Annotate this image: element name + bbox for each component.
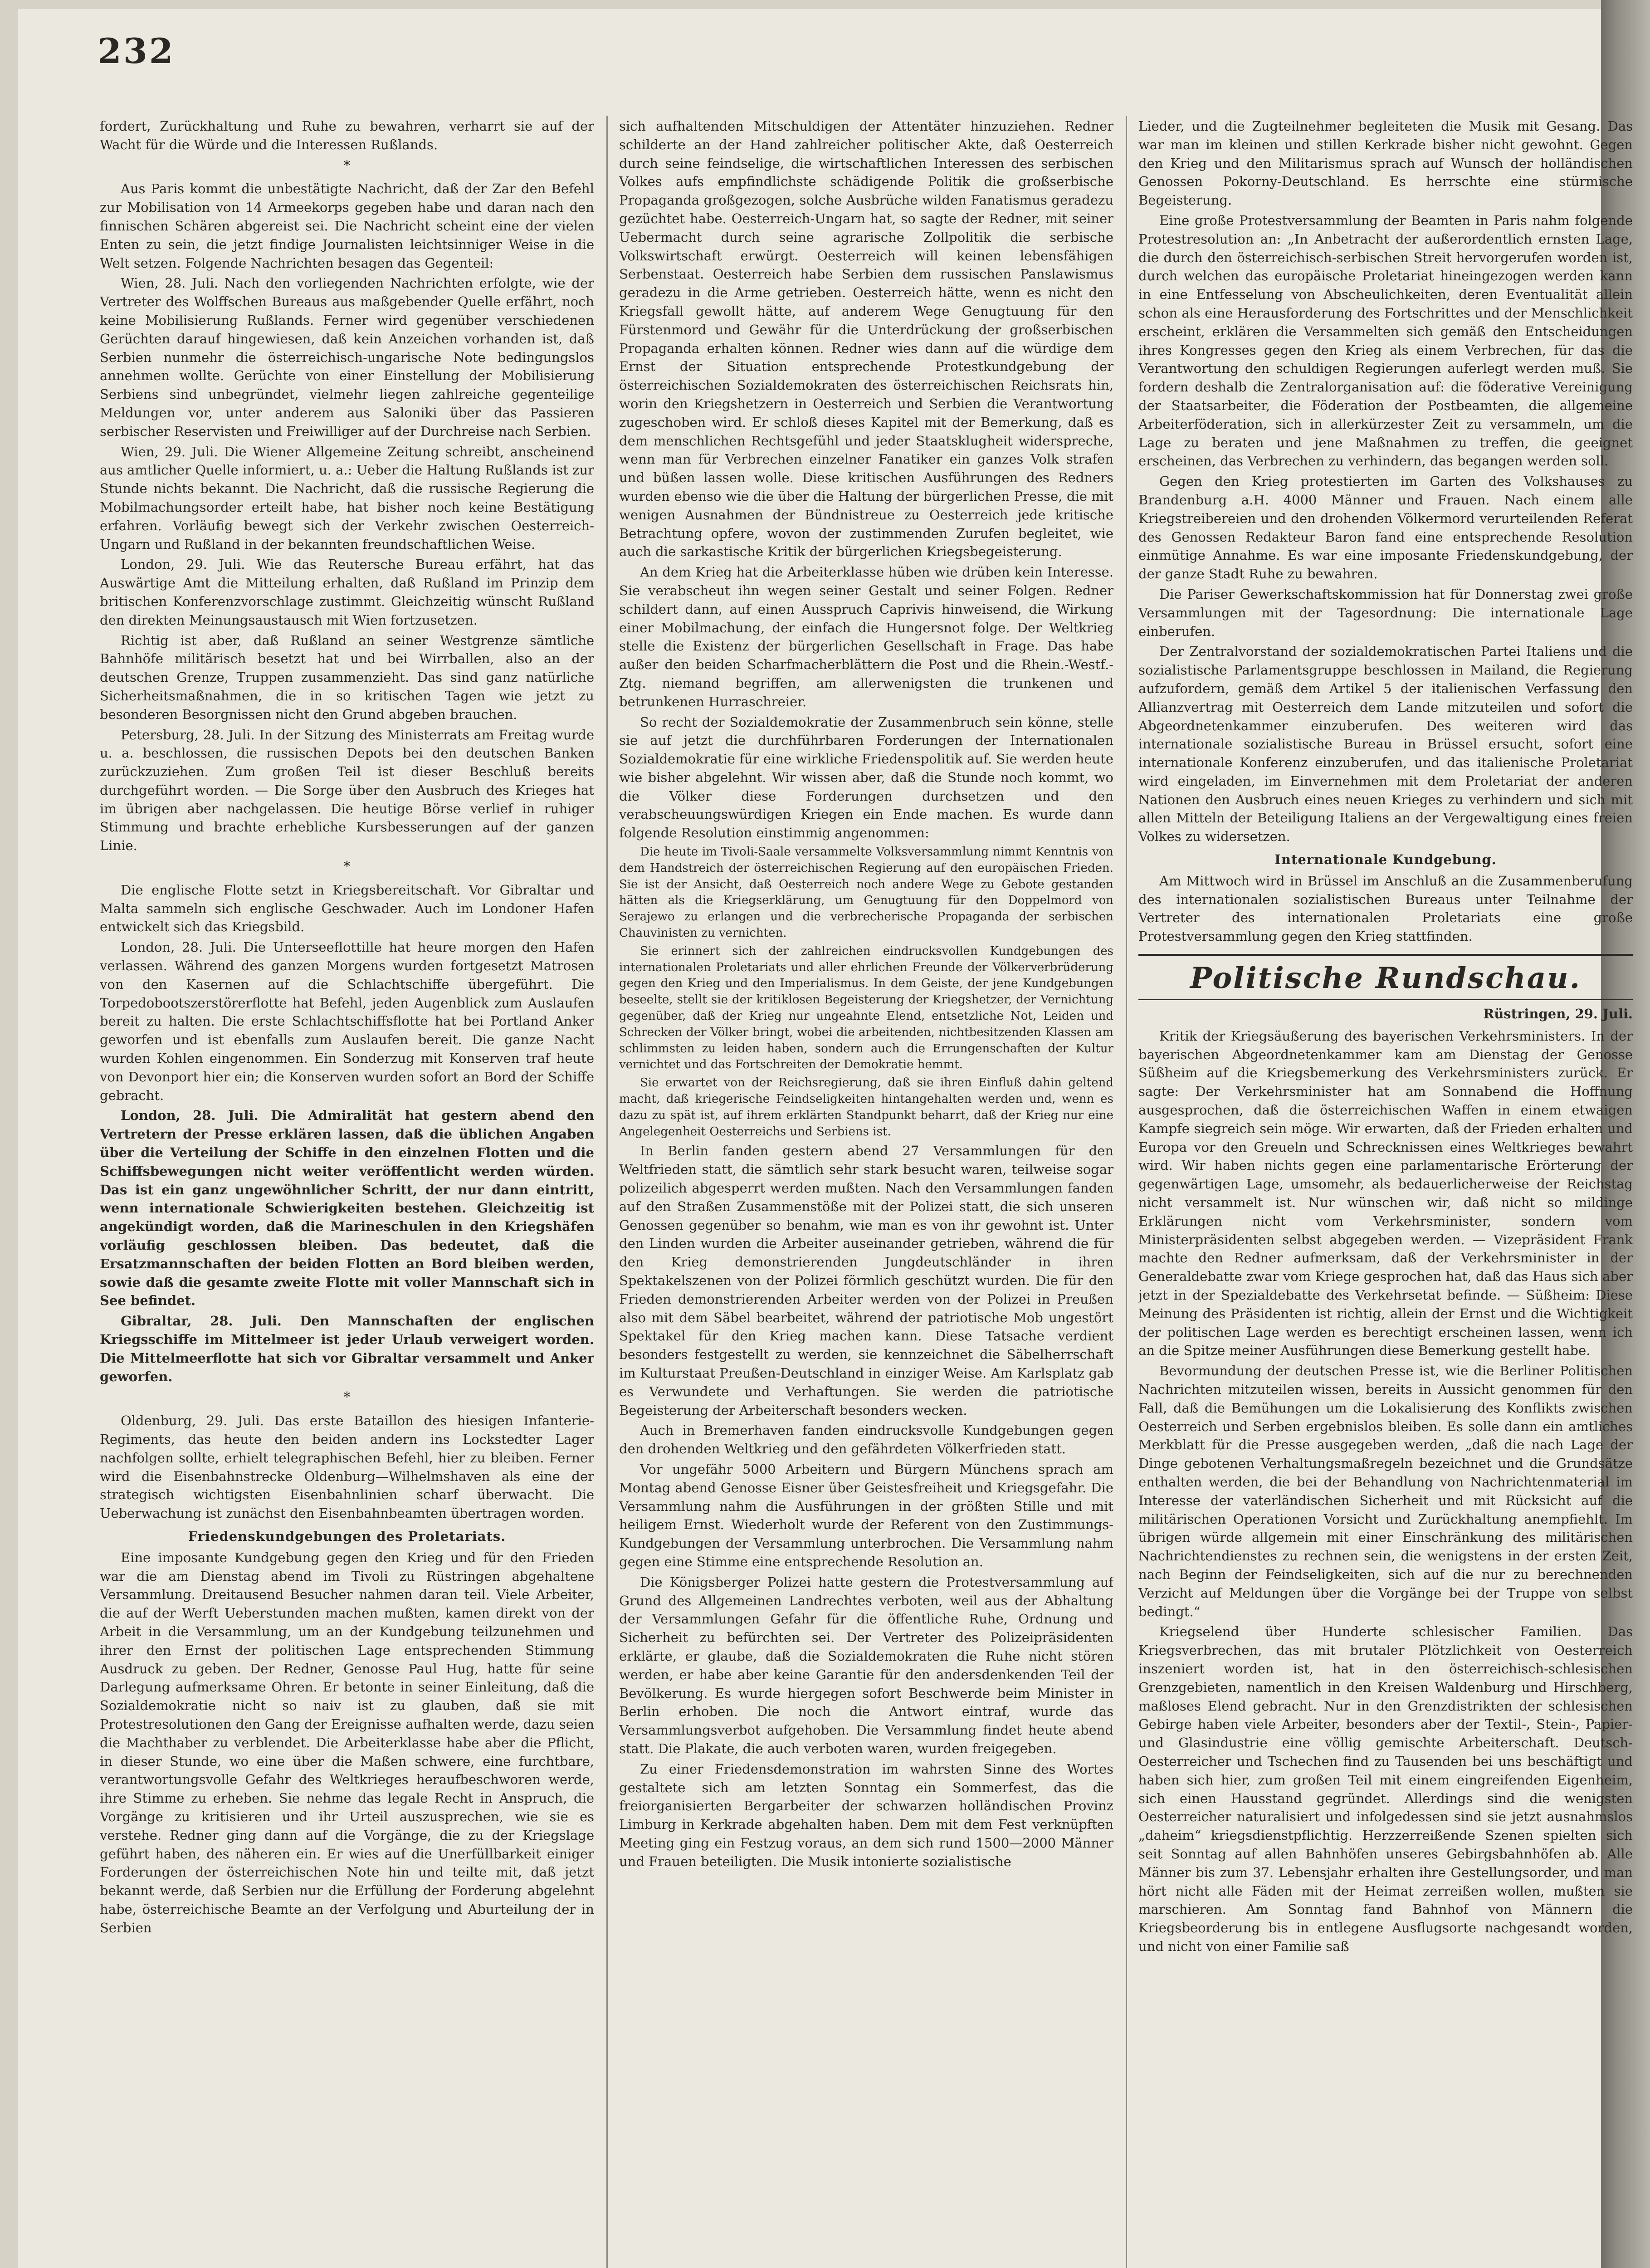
article-paragraph: London, 29. Juli. Wie das Reutersche Bureau erfährt, hat das Auswärtige Amt die Mitteilung erhalten, daß Rußland im Prinzip dem britischen Konferenzvorschlage zustimmt. Gleichzeitig wünscht Rußland den direkten Meinungsaustausch mit Wien fortzusetzen. — [100, 557, 594, 628]
separator-star: * — [343, 157, 351, 174]
column-rule-2 — [1126, 116, 1127, 2268]
article-subheading: Friedenskundgebungen des Proletariats. — [188, 1528, 506, 1544]
article-paragraph: Aus Paris kommt die unbestätigte Nachricht, daß der Zar den Befehl zur Mobilisation von 14 Armeekorps gegeben habe und daran nach den finnischen Schären abgereist sei. Die Nachricht scheint eine der vielen Enten zu sein, die jetzt findige Journalisten leichtsinniger Weise in die Welt setzen. Folgende Nachrichten besagen das Gegenteil: — [100, 181, 594, 271]
article-paragraph: sich aufhaltenden Mitschuldigen der Attentäter hinzuziehen. Redner schilderte an der Hand zahlreicher politischer Akte, daß Oesterreich durch seine feindselige, die wirtschaftlichen Interessen des serbischen Volkes aufs empfindlichste schädigende Politik die großserbische Propaganda großgezogen, solche Ausbrüche wilden Fanatismus geradezu gezüchtet habe. Oesterreich-Ungarn hat, so sagte der Redner, mit seiner Uebermacht durch seine agrarische Zollpolitik die serbische Volkswirtschaft erwürgt. Oesterreich will keinen lebensfähigen Serbenstaat. Oesterreich habe Serbien dem russischen Panslawismus geradezu in die Arme getrieben. Oesterreich hätte, wenn es nicht den Kriegsfall gewollt hätte, auf anderem Wege Genugtuung für den Fürstenmord und Gewähr für die Unterdrückung der großserbischen Propaganda erhalten können. Redner wies dann auf die würdige dem Ernst der Situation entsprechende Protestkundgebung der österreichischen Sozialdemokraten des österreichischen Reichsrats hin, worin den Kriegshetzern in Oesterreich und Serbien die Verantwortung zugeschoben wird. Er schloß dieses Kapitel mit der Bemerkung, daß es dem menschlichen Rechtsgefühl und jeder Staatsklugheit widerspreche, wenn man für Verbrechen einzelner Fanatiker ein ganzes Volk strafen und büßen lassen wolle. Diese kritischen Ausführungen des Redners wurden ebenso wie die über die Haltung der bürgerlichen Presse, die mit wenigen Ausnahmen der Bündnistreue zu Oesterreich jede kritische Betrachtung opfere, wovon der zustimmenden Zurufen begleitet, wie auch die sarkastische Kritik der bürgerlichen Kriegsbegeisterung. — [619, 118, 1113, 560]
article-paragraph: Oldenburg, 29. Juli. Das erste Bataillon des hiesigen Infanterie-Regiments, das heute den beiden andern ins Lockstedter Lager nachfolgen sollte, erhielt telegraphischen Befehl, hier zu bleiben. Ferner wird die Eisenbahnstrecke Oldenburg—Wilhelmshaven als eine der strategisch wichtigsten Eisenbahnlinien scharf überwacht. Die Ueberwachung ist zunächst den Eisenbahnbeamten übertragen worden. — [100, 1413, 594, 1521]
article-paragraph: Eine imposante Kundgebung gegen den Krieg und für den Frieden war die am Dienstag abend im Tivoli zu Rüstringen abgehaltene Versammlung. Dreitausend Besucher nahmen daran teil. Viele Arbeiter, die auf der Werft Ueberstunden machen mußten, kamen direkt von der Arbeit in die Versammlung, um an der Kundgebung teilzunehmen und ihrer den Ernst der politischen Lage entsprechenden Stimmung Ausdruck zu geben. Der Redner, Genosse Paul Hug, hatte für seine Darlegung aufmerksame Ohren. Er betonte in seiner Einleitung, daß die Sozialdemokratie nicht so naiv ist zu glauben, daß sie mit Protestresolutionen den Gang der Ereignisse aufhalten werde, dazu seien die Machthaber zu verblendet. Die Arbeiterklasse habe aber die Pflicht, in dieser Stunde, wo eine über die Maßen schwere, eine furchtbare, verantwortungsvolle Gefahr des Weltkrieges heraufbeschworen werde, ihre Stimme zu erheben. Sie nehme das legale Recht in Anspruch, die Vorgänge zu kritisieren und ihr Urteil auszusprechen, wie sie es verstehe. Redner ging dann auf die Vorgänge, die zu der Kriegslage geführt haben, des näheren ein. Er wies auf die Unerfüllbarkeit einiger Forderungen der österreichischen Note hin und teilte mit, daß jetzt bekannt werde, daß Serbien nur die Erfüllung der Forderung abgelehnt habe, österreichische Beamte an der Verfolgung und Aburteilung der in Serbien — [100, 1549, 594, 1936]
article-paragraph: Die englische Flotte setzt in Kriegsbereitschaft. Vor Gibraltar und Malta sammeln sich englische Geschwader. Auch im Londoner Hafen entwickelt sich das Kriegsbild. — [100, 882, 594, 935]
article-paragraph: Bevormundung der deutschen Presse ist, wie die Berliner Politischen Nachrichten mitzuteilen wissen, bereits in Aussicht genommen für den Fall, daß die Bemühungen um die Lokalisierung des Konflikts zwischen Oesterreich und Serben ergebnislos bleiben. Es solle dann ein amtliches Merkblatt für die Presse ausgegeben werden, „daß die nach Lage der Dinge gebotenen Verhaltungsmaßregeln bezeichnet und die Grundsätze enthalten werden, die bei der Behandlung von Nachrichtenmaterial im Interesse der vaterländischen Sicherheit und mit Rücksicht auf die militärischen Operationen Vorsicht und Zurückhaltung anempfiehlt. Im übrigen würde allgemein mit einer Einschränkung des militärischen Nachrichtendienstes zu rechnen sein, die wenigstens in der ersten Zeit, nach Beginn der Feindseligkeiten, sich auf die nur zu berechnenden Verzicht auf Meldungen über die Vorgänge bei der Truppe von selbst bedingt.“ — [1138, 1363, 1633, 1619]
article-paragraph: Vor ungefähr 5000 Arbeitern und Bürgern Münchens sprach am Montag abend Genosse Eisner über Geistesfreiheit und Kriegsgefahr. Die Versammlung nahm die Ausführungen in der größten Stille und mit heiligem Ernst. Wiederholt wurde der Referent von den Zustimmungs-Kundgebungen der Versammlung unterbrochen. Die Versammlung nahm gegen eine Stimme eine entsprechende Resolution an. — [619, 1461, 1113, 1569]
article-paragraph: Am Mittwoch wird in Brüssel im Anschluß an die Zusammenberufung des internationalen sozialistischen Bureaus unter Teilnahme der Vertreter des internationalen Proletariats eine große Protestversammlung gegen den Krieg stattfinden. — [1138, 873, 1633, 944]
article-paragraph: Richtig ist aber, daß Rußland an seiner Westgrenze sämtliche Bahnhöfe militärisch besetzt hat und bei Wirrballen, also an der deutschen Grenze, Truppen zusammenzieht. Das sind ganz natürliche Sicherheitsmaßnahmen, die in so kritischen Tagen wie jetzt zu besonderen Besorgnissen nicht den Grund abgeben brauchen. — [100, 632, 594, 722]
article-paragraph: An dem Krieg hat die Arbeiterklasse hüben wie drüben kein Interesse. Sie verabscheut ihn wegen seiner Gestalt und seiner Folgen. Redner schildert dann, auf einen Ausspruch Caprivis hinweisend, die Wirkung einer Mobilmachung, der einfach die Hungersnot folge. Der Weltkrieg stelle die Existenz der bürgerlichen Gesellschaft in Frage. Das habe außer den beiden Scharfmacherblättern die Post und die Rhein.-Westf.-Ztg. niemand begriffen, am allerwenigsten die trunkenen und betrunkenen Hurraschreier. — [619, 564, 1113, 709]
article-paragraph: Lieder, und die Zugteilnehmer begleiteten die Musik mit Gesang. Das war man im kleinen und stillen Kerkrade bisher nicht gewohnt. Gegen den Krieg und den Militarismus sprach auf Wunsch der holländischen Genossen Pokorny-Deutschland. Es herrschte eine stürmische Begeisterung. — [1138, 118, 1633, 208]
article-paragraph: Die Königsberger Polizei hatte gestern die Protestversammlung auf Grund des Allgemeinen Landrechtes verboten, weil aus der Abhaltung der Versammlungen Gefahr für die öffentliche Ruhe, Ordnung und Sicherheit zu befürchten sei. Der Vertreter des Polizeipräsidenten erklärte, er glaube, daß die Sozialdemokraten die Ruhe nicht stören werden, er habe aber keine Garantie für den andersdenkenden Teil der Bevölkerung. Es wurde hiergegen sofort Beschwerde beim Minister in Berlin erhoben. Die noch die Antwort eintraf, wurde das Versammlungsverbot aufgehoben. Die Versammlung findet heute abend statt. Die Plakate, die auch verboten waren, wurden freigegeben. — [619, 1574, 1113, 1756]
resolution-paragraph: Die heute im Tivoli-Saale versammelte Volksversammlung nimmt Kenntnis von dem Handstreich der österreichischen Regierung auf den europäischen Frieden. Sie ist der Ansicht, daß Oesterreich noch andere Wege zu Gebote gestanden hätten als die Kriegserklärung, um Genugtuung für den Doppelmord von Serajewo zu erlangen und die verbrecherische Propaganda der serbischen Chauvinisten zu vernichten. — [619, 845, 1113, 940]
article-paragraph-bold: London, 28. Juli. Die Admiralität hat gestern abend den Vertretern der Presse erklären lassen, daß die üblichen Angaben über die Verteilung der Schiffe in den einzelnen Flotten und die Schiffsbewegungen nicht weiter veröffentlicht werden würden. Das ist ein ganz ungewöhnlicher Schritt, der nur dann eintritt, wenn internationale Schwierigkeiten bestehen. Gleichzeitig ist angekündigt worden, daß die Marineschulen in den Kriegshäfen vorläufig geschlossen bleiben. Das bedeutet, daß die Ersatzmannschaften der beiden Flotten an Bord bleiben werden, sowie daß die gesamte zweite Flotte mit voller Mannschaft sich in See befindet. — [100, 1108, 594, 1309]
article-paragraph: Petersburg, 28. Juli. In der Sitzung des Ministerrats am Freitag wurde u. a. beschlossen, die russischen Depots bei den deutschen Banken zurückzuziehen. Zum großen Teil ist dieser Beschluß bereits durchgeführt worden. — Die Sorge über den Ausbruch des Krieges hat im übrigen aber nachgelassen. Die heutige Börse verlief in ruhiger Stimmung und brachte erhebliche Kursbesserungen auf der ganzen Linie. — [100, 727, 594, 854]
section-title: Politische Rundschau. — [1190, 961, 1581, 996]
column-rule-1 — [606, 116, 608, 2268]
article-paragraph: Gegen den Krieg protestierten im Garten des Volkshauses zu Brandenburg a.H. 4000 Männer und Frauen. Nach einem alle Kriegstreibereien und den drohenden Völkermord verurteilenden Referat des Genossen Redakteur Baron fand eine entsprechende Resolution einmütige Annahme. Es war eine imposante Friedenskundgebung, der der ganze Stadt Ruhe zu bewahren. — [1138, 474, 1633, 582]
resolution-paragraph: Sie erinnert sich der zahlreichen eindrucksvollen Kundgebungen des internationalen Proletariats und aller ehrlichen Freunde der Völkerverbrüderung gegen den Krieg und den Imperialismus. In dem Geiste, der jene Kundgebungen beseelte, stellt sie der kritiklosen Begeisterung der Kriegshetzer, der Vernichtung gegenüber, daß der Krieg nur ungeahnte Elend, entsetzliche Not, Leiden und Schrecken der Völker bringt, wobei die arbeitenden, nichtbesitzenden Klassen am schlimmsten zu leiden haben, sondern auch die Errungenschaften der Kultur vernichtet und das Fortschreiten der Demokratie hemmt. — [619, 944, 1113, 1072]
article-paragraph: Zu einer Friedensdemonstration im wahrsten Sinne des Wortes gestaltete sich am letzten Sonntag ein Sommerfest, das die freiorganisierten Bergarbeiter der schwarzen holländischen Provinz Limburg in Kerkrade abgehalten haben. Dem mit dem Fest verknüpften Meeting ging ein Festzug voraus, an dem sich rund 1500—2000 Männer und Frauen beteiligten. Die Musik intonierte sozialistische — [619, 1761, 1113, 1869]
separator-star: * — [343, 859, 351, 875]
article-paragraph: Wien, 28. Juli. Nach den vorliegenden Nachrichten erfolgte, wie der Vertreter des Wolffschen Bureaus aus maßgebender Quelle erfährt, noch keine Mobilisierung Rußlands. Ferner wird gegenüber verschiedenen Gerüchten darauf hingewiesen, daß kein Anzeichen vorhanden ist, daß Serbien nunmehr die österreichisch-ungarische Note bedingungslos annehmen wollte. Gerüchte von einer Einstellung der Mobilisierung Serbiens sind unbegründet, vielmehr liegen zahlreiche gegenteilige Meldungen vor, unter anderem aus Saloniki über das Passieren serbischer Reservisten und Freiwilliger auf der Durchreise nach Serbien. — [100, 275, 594, 439]
article-paragraph: Wien, 29. Juli. Die Wiener Allgemeine Zeitung schreibt, anscheinend aus amtlicher Quelle informiert, u. a.: Ueber die Haltung Rußlands ist zur Stunde nichts bekannt. Die Nachricht, daß die russische Regierung die Mobilmachungsorder erteilt habe, hat bisher noch keine Bestätigung erfahren. Vorläufig bewegt sich der Verkehr zwischen Oesterreich-Ungarn und Rußland in der bekannten freundschaftlichen Weise. — [100, 444, 594, 552]
article-paragraph: Die Pariser Gewerkschaftskommission hat für Donnerstag zwei große Versammlungen mit der Tagesordnung: Die internationale Lage einberufen. — [1138, 586, 1633, 639]
article-paragraph: So recht der Sozialdemokratie der Zusammenbruch sein könne, stelle sie auf jetzt die durchführbaren Forderungen der Internationalen Sozialdemokratie für eine wirkliche Friedenspolitik auf. Sie werden heute wie bisher abgelehnt. Wir wissen aber, daß die Stunde noch kommt, wo die Völker diese Forderungen durchsetzen und den verabscheuungswürdigen Kriegen ein Ende machen. Es wurde dann folgende Resolution einstimmig angenommen: — [619, 714, 1113, 841]
section-header — [1138, 954, 1633, 1000]
article-paragraph: Der Zentralvorstand der sozialdemokratischen Partei Italiens und die sozialistische Parlamentsgruppe beschlossen in Mailand, die Regierung aufzufordern, gemäß dem Artikel 5 der italienischen Verfassung den Allianzvertrag mit Oesterreich dem Lande mitzuteilen und sofort die Abgeordnetenkammer einzuberufen. Des weiteren wird das internationale sozialistische Bureau in Brüssel ersucht, sofort eine internationale Konferenz einzuberufen, und das italienische Proletariat wird eingeladen, im Einvernehmen mit dem Proletariat der anderen Nationen den Ausbruch eines neuen Krieges zu verhindern und sich mit allen Mitteln der Beteiligung Italiens an der Vergewaltigung eines freien Volkes zu widersetzen. — [1138, 644, 1633, 845]
separator-star: * — [343, 1389, 351, 1406]
section-dateline: Rüstringen, 29. Juli. — [1483, 1006, 1633, 1022]
article-paragraph: fordert, Zurückhaltung und Ruhe zu bewahren, verharrt sie auf der Wacht für die Würde und die Interessen Rußlands. — [100, 118, 594, 152]
article-paragraph: In Berlin fanden gestern abend 27 Versammlungen für den Weltfrieden statt, die sämtlich sehr stark besucht waren, teilweise sogar polizeilich abgesperrt werden mußten. Nach den Versammlungen fanden auf den Straßen Zusammenstöße mit der Polizei statt, die sich unseren Genossen gegenüber so benahm, wie man es von ihr gewohnt ist. Unter den Linden wurden die Arbeiter auseinander getrieben, während die für den Krieg demonstrierenden Jungdeutschländer in ihren Spektakelszenen von der Polizei förmlich geschützt wurden. Die für den Frieden demonstrierenden Arbeiter werden von der Polizei in Preußen also mit dem Säbel bearbeitet, während der patriotische Mob ungestört Spektakel für den Krieg machen kann. Diese Tatsache verdient besonders festgestellt zu werden, sie kennzeichnet die Säbelherrschaft im Kulturstaat Preußen-Deutschland in einziger Weise. Am Karlsplatz gab es Verwundete und Verhaftungen. Sie werden die patriotische Begeisterung der Arbeiterschaft besonders wecken. — [619, 1143, 1113, 1418]
article-paragraph-bold: Gibraltar, 28. Juli. Den Mannschaften der englischen Kriegsschiffe im Mittelmeer ist jeder Urlaub verweigert worden. Die Mittelmeerflotte hat sich vor Gibraltar versammelt und Anker geworfen. — [100, 1313, 594, 1384]
article-subheading: Internationale Kundgebung. — [1274, 852, 1497, 868]
article-paragraph: Eine große Protestversammlung der Beamten in Paris nahm folgende Protestresolution an: „In Anbetracht der außerordentlich ernsten Lage, die durch den österreichisch-serbischen Streit hervorgerufen worden ist, durch welchen das europäische Proletariat hineingezogen werden kann in eine Entfesselung von Abscheulichkeiten, deren Eventualität allein schon als eine Herausforderung des Fortschrittes und der Menschlichkeit erscheint, erklären die Versammelten sich gemäß den Entscheidungen ihres Kongresses gegen den Krieg als einem Verbrechen, für das die Verantwortung den schuldigen Regierungen auferlegt werden muß. Sie fordern deshalb die Zentralorganisation auf: die föderative Vereinigung der Staatsarbeiter, die Föderation der Postbeamten, die allgemeine Arbeiterföderation, sich in allerkürzester Zeit zu versammeln, um die Lage zu beraten und jene Maßnahmen zu treffen, die geeignet erscheinen, das Verbrechen zu verhindern, das begangen werden soll. — [1138, 212, 1633, 469]
resolution-paragraph: Sie erwartet von der Reichsregierung, daß sie ihren Einfluß dahin geltend macht, daß kriegerische Feindseligkeiten hintangehalten werden und, wenn es dazu zu spät ist, auf ihrem erklärten Standpunkt beharrt, daß der Krieg nur eine Angelegenheit Oesterreichs und Serbiens ist. — [619, 1076, 1113, 1139]
article-paragraph: Kritik der Kriegsäußerung des bayerischen Verkehrsministers. In der bayerischen Abgeordnetenkammer kam am Dienstag der Genosse Süßheim auf die Kriegsbemerkung des Verkehrsministers zurück. Er sagte: Der Verkehrsminister hat am Sonnabend die Hoffnung ausgesprochen, daß die österreichischen Waffen in einem etwaigen Kampfe siegreich sein möge. Wir erwarten, daß der Frieden erhalten und Europa vor den Greueln und Schrecknissen eines Weltkrieges bewahrt wird. Wir haben nichts gegen eine parlamentarische Erörterung der gegenwärtigen Lage, umsomehr, als bedauerlicherweise der Reichstag nicht versammelt ist. Nur wünschen wir, daß nicht so mildinge Erklärungen nicht vom Verkehrsminister, sondern vom Ministerpräsidenten selbst abgegeben werden. — Vizepräsident Frank machte den Redner aufmerksam, daß der Verkehrsminister in der Generaldebatte zwar vom Kriege gesprochen hat, daß das Haus sich aber jetzt in der Spezialdebatte des Verkehrsetat befinde. — Süßheim: Diese Meinung des Präsidenten ist richtig, allein der Ernst und die Wichtigkeit der politischen Lage werden es berechtigt erscheinen lassen, wenn ich an die Spitze meiner Ausführungen diese Bemerkung gestellt habe. — [1138, 1028, 1633, 1359]
article-paragraph: Kriegselend über Hunderte schlesischer Familien. Das Kriegsverbrechen, das mit brutaler Plötzlichkeit von Oesterreich inszeniert worden ist, hat in den österreichisch-schlesischen Grenzgebieten, namentlich in den Kreisen Waldenburg und Hirschberg, maßloses Elend gebracht. Nur in den Grenzdistrikten der schlesischen Gebirge haben viele Arbeiter, besonders aber der Textil-, Stein-, Papier- und Glasindustrie eine völlig gemischte Arbeiterschaft. Deutsch-Oesterreicher und Tschechen find zu Tausenden bei uns beschäftigt und haben sich hier, zum großen Teil mit einem eingreifenden Eigenheim, sich einen Hausstand gegründet. Allerdings sind die wenigsten Oesterreicher naturalisiert und infolgedessen sind sie jetzt ausnahmslos „daheim“ kriegsdienstpflichtig. Herzzerreißende Szenen spielten sich seit Sonntag auf allen Bahnhöfen unseres Gebirgsbahnhöfen ab. Alle Männer bis zum 37. Lebensjahr erhalten ihre Gestellungsorder, und man hört nicht alle Fäden mit der Heimat zerreißen wollen, mußten sie marschieren. Am Sonntag fand Bahnhof von Männern die Kriegsbeorderung bis in entlegene Ausflugsorte nachgesandt worden, und nicht von einer Familie saß — [1138, 1624, 1633, 1954]
article-paragraph: London, 28. Juli. Die Unterseeflottille hat heure morgen den Hafen verlassen. Während des ganzen Morgens wurden fortgesetzt Matrosen von den Kasernen auf die Schlachtschiffe übergeführt. Die Torpedobootszerstörerflotte hat Befehl, jeden Augenblick zum Auslaufen bereit zu halten. Die erste Schlachtschiffsflotte hat bei Portland Anker geworfen und ist ebenfalls zum Auslaufen bereit. Die ganze Nacht wurden Kohlen eingenommen. Ein Sonderzug mit Konserven traf heute von Devonport hier ein; die Konserven wurden sofort an Bord der Schiffe gebracht. — [100, 939, 594, 1103]
page-number: 232 — [98, 31, 175, 71]
column-2 — [619, 117, 1113, 2268]
column-1 — [100, 117, 594, 2268]
article-paragraph: Auch in Bremerhaven fanden eindrucksvolle Kundgebungen gegen den drohenden Weltkrieg und den gefährdeten Völkerfrieden statt. — [619, 1422, 1113, 1457]
column-3 — [1138, 117, 1633, 2268]
